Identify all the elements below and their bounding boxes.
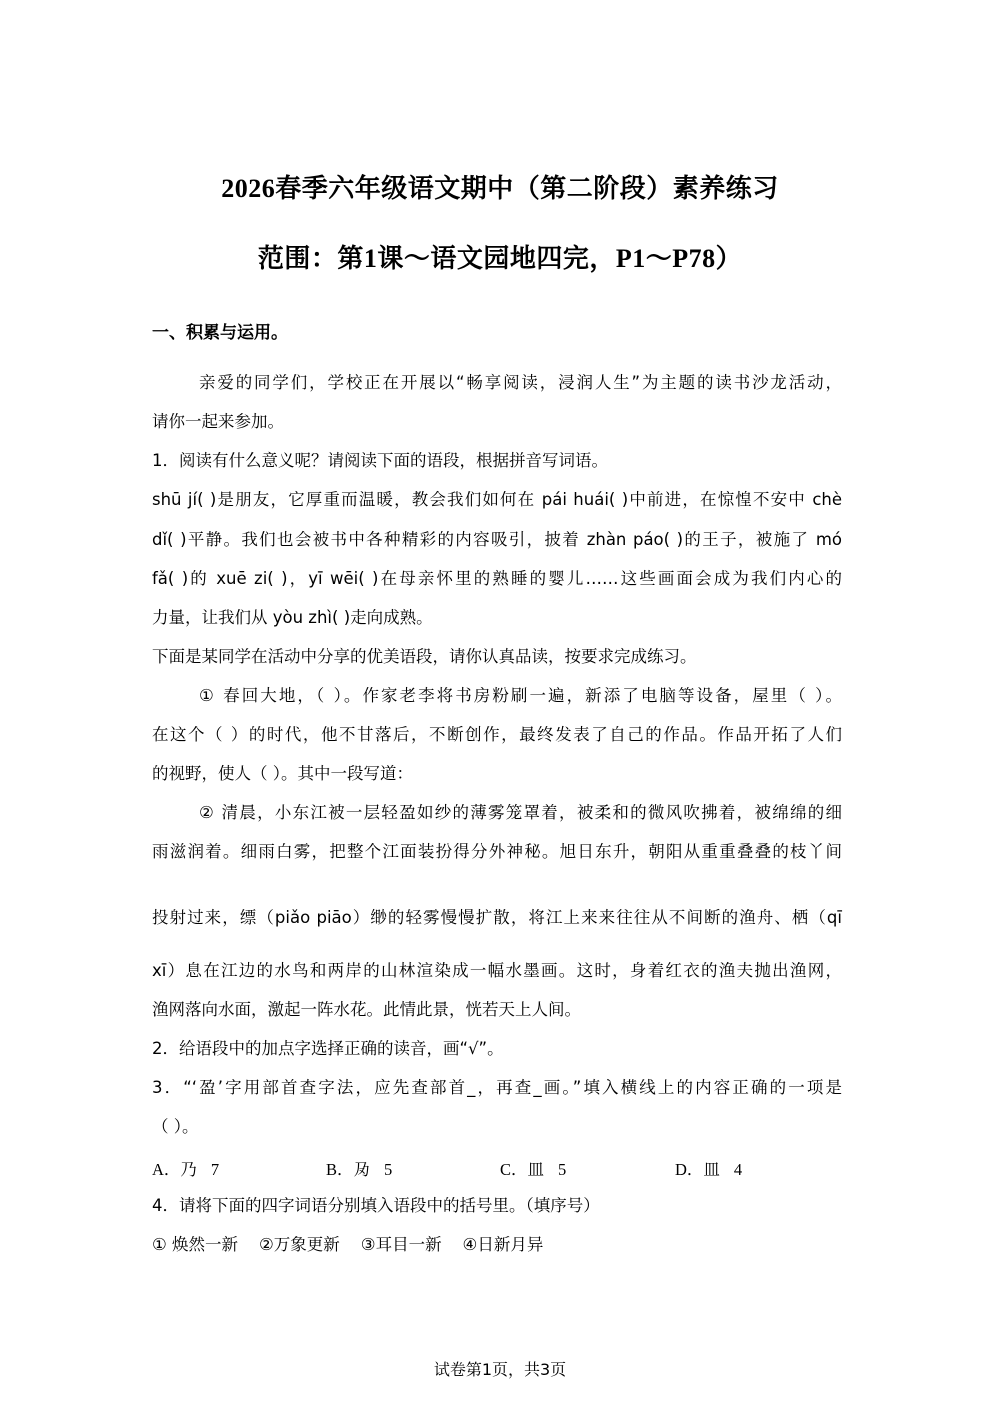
question-1-text: 力量，让我们从 yòu zhì( )走向成熟。 xyxy=(152,608,433,627)
question-3-stem: （ ）。 xyxy=(152,1117,199,1136)
passage-paragraph-1: ① 春回大地，（ ）。作家老李将书房粉刷一遍，新添了电脑等设备，屋里（ ）。 xyxy=(199,686,842,705)
page-footer: 试卷第1页，共3页 xyxy=(433,1360,567,1379)
question-1-text: dǐ( )平静。我们也会被书中各种精彩的内容吸引，披着 zhàn páo( )的王子，被施了 mó xyxy=(152,530,842,549)
question-2: 2．给语段中的加点字选择正确的读音，画“√”。 xyxy=(152,1039,504,1058)
passage-paragraph-1: 的视野，使人（ ）。其中一段写道： xyxy=(152,764,413,783)
question-4-prompt: 4．请将下面的四字词语分别填入语段中的括号里。（填序号） xyxy=(152,1196,600,1215)
question-1-text: fǎ( )的 xuē zi( )，yī wēi( )在母亲怀里的熟睡的婴儿……这些画面会成为我们内心的 xyxy=(152,569,842,588)
question-3-stem: 3．“‘盈’字用部首查字法，应先查部首_，再查_画。”填入横线上的内容正确的一项是 xyxy=(152,1078,842,1097)
option-d[interactable]: D．皿 4 xyxy=(675,1160,743,1179)
passage-lead: 下面是某同学在活动中分享的优美语段，请你认真品读，按要求完成练习。 xyxy=(152,647,697,666)
option-a[interactable]: A．乃 7 xyxy=(152,1160,220,1179)
intro-line: 请你一起来参加。 xyxy=(152,412,284,431)
passage-paragraph-2: ② 清晨，小东江被一层轻盈如纱的薄雾笼罩着，被柔和的微风吹拂着，被绵绵的细 xyxy=(199,803,842,822)
question-4-words: ① 焕然一新 ②万象更新 ③耳目一新 ④日新月异 xyxy=(152,1235,544,1254)
passage-paragraph-2: 渔网落向水面，激起一阵水花。此情此景，恍若天上人间。 xyxy=(152,1000,581,1019)
page-title: 2026春季六年级语文期中（第二阶段）素养练习 xyxy=(221,174,779,203)
option-b[interactable]: B．夃 5 xyxy=(326,1160,393,1179)
option-c[interactable]: C．皿 5 xyxy=(500,1160,567,1179)
intro-line: 亲爱的同学们，学校正在开展以“畅享阅读，浸润人生”为主题的读书沙龙活动， xyxy=(199,373,842,392)
section-heading: 一、积累与运用。 xyxy=(152,323,288,343)
passage-paragraph-2: 雨滋润着。细雨白雾，把整个江面装扮得分外神秘。旭日东升，朝阳从重重叠叠的枝丫间 xyxy=(152,842,842,861)
page-subtitle: 范围：第1课～语文园地四完，P1～P78） xyxy=(257,244,743,273)
passage-paragraph-1: 在这个（ ）的时代，他不甘落后，不断创作，最终发表了自己的作品。作品开拓了人们 xyxy=(152,725,842,744)
question-1-text: shū jí( )是朋友，它厚重而温暖，教会我们如何在 pái huái( )中前进，在惊惶不安中 chè xyxy=(152,490,842,509)
question-1-prompt: 1．阅读有什么意义呢？请阅读下面的语段，根据拼音写词语。 xyxy=(152,451,608,470)
passage-paragraph-2: xī）息在江边的水鸟和两岸的山林渲染成一幅水墨画。这时，身着红衣的渔夫抛出渔网， xyxy=(152,961,842,980)
passage-paragraph-2: 投射过来，缥（piǎo piāo）缈的轻雾慢慢扩散，将江上来来往往从不间断的渔舟、栖（qī xyxy=(152,908,842,927)
